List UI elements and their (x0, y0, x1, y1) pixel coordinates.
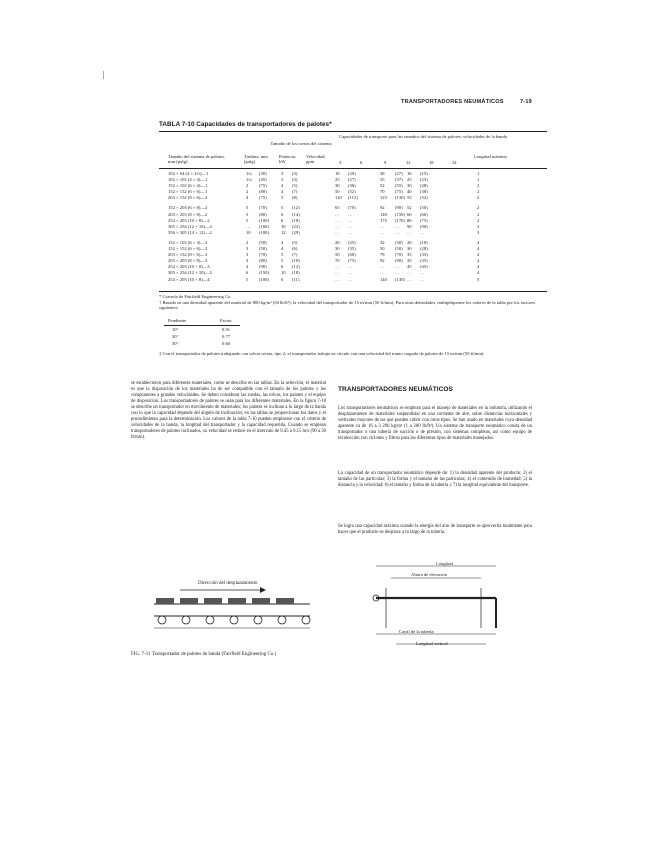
right-paragraph-3: Se logra una capacidad máxima cuando la energía del aire de transporte se aprovecha totalmente para hacer que el producto se desplace a lo largo de la tubería. (338, 524, 532, 535)
table-cell: (80) (259, 258, 267, 264)
table-cell: 30 (335, 183, 340, 189)
table-cell: … (335, 270, 340, 276)
table-cell: … (407, 229, 412, 235)
table-cell: … (348, 211, 353, 217)
table-cell: (14) (292, 211, 300, 217)
col-header-v12: 12 (406, 160, 411, 165)
table-cell: 4 (477, 270, 480, 276)
col-header-turbine: Turbina, mm (pulg) (244, 154, 268, 165)
table-column (380, 171, 387, 283)
table-cell: … (380, 270, 385, 276)
table-column (477, 171, 479, 283)
table-cell: 35 (407, 252, 412, 258)
col-header-size: Tamaño del sistema de palotes, mm (pulg) (168, 154, 226, 165)
table-cell: (70) (395, 252, 403, 258)
figure-label-vertical-length: Longitud vertical (416, 641, 448, 646)
table-cell: (90) (420, 223, 428, 229)
table-cell: (30) (395, 239, 403, 245)
table-cell: (90) (395, 258, 403, 264)
table-cell: … (348, 223, 353, 229)
table-cell: (3) (292, 171, 298, 176)
table-cell: … (420, 229, 425, 235)
table-column (335, 171, 342, 283)
table-cell: (12) (292, 205, 300, 211)
factor-row-factor: 0.60 (222, 341, 231, 346)
table-cell: 10 (281, 270, 286, 276)
table-cell: (12) (292, 264, 300, 270)
table-cell: 40 (407, 189, 412, 195)
table-column (420, 171, 428, 283)
table-cell: (130) (395, 195, 405, 201)
table-cell: … (395, 270, 400, 276)
table-cell: 152 × 152 (6 × 6)—3 (168, 246, 208, 252)
table-cell: (35) (348, 246, 356, 252)
table-cell: (18) (292, 217, 300, 223)
table-cell: 70 (380, 189, 385, 195)
table-cell: 140 (380, 211, 387, 217)
table-cell: 70 (335, 258, 340, 264)
table-footnote-source: * Cortesía de Fairfield Engineering Co. (159, 294, 232, 299)
table-cell: 2 (246, 239, 249, 245)
table-cell: … (420, 276, 425, 282)
table-cell: 356 × 305 (14 × 12)—2 (168, 229, 212, 235)
table-cell: 2 (246, 183, 249, 189)
table-cell: (100) (259, 217, 269, 223)
table-cell: 152 × 152 (6 × 6)—1 (168, 189, 208, 195)
table-cell: … (348, 217, 353, 223)
table-cell: 35 (380, 177, 385, 183)
table-cell: 52 (407, 205, 412, 211)
table-column (259, 171, 269, 283)
table-cell: 152 × 102 (6 × 4)—3 (168, 239, 208, 245)
table-cell: 1 (477, 171, 480, 176)
table-cell: 10 (281, 223, 286, 229)
left-paragraph: se establecieron para diferentes materiales, como se describe en las tablas. En la selección, el material es que la disposición de los materiales ha de ser compatible con el tamaño de los palotes y los componentes a grandes velocidades. Se deben considerar las ruedas, las tolvas, los palotes y el equipo de disposición. Los transportadores de palotes se usan para los diferentes materiales. En la figura 7-18 se describe un transportador en movimiento de materiales; los palotes se inclinan a lo largo de la banda con lo que la capacidad depende del ángulo de inclinación; en las tablas se proporcionan los datos y el procedimiento para la determinación. Los valores de la tabla 7-10 pueden emplearse con el criterio de velocidades de la banda, la longitud del transportador y la capacidad requerida. Cuando se emplean transportadores de palotes inclinados, su velocidad se reduce en el intervalo de 0.45 a 0.15 m/s (90 a 30 ft/min). (131, 381, 326, 440)
table-cell: 3 (246, 258, 249, 264)
table-cell: (150) (395, 211, 405, 217)
table-cell: … (335, 217, 340, 223)
table-cell: 5 (477, 276, 480, 282)
table-cell: 45 (407, 264, 412, 270)
table-cell: (27) (348, 177, 356, 183)
table-cell: (180) (259, 229, 269, 235)
table-cell: … (335, 211, 340, 217)
factor-row-factor: 0.77 (222, 334, 231, 339)
table-cell: 92 (380, 205, 385, 211)
table-cell: 2 (477, 189, 480, 195)
table-cell: … (420, 270, 425, 276)
table-cell: 5 (281, 195, 284, 201)
col-header-v18: 18 (429, 160, 434, 165)
table-cell: 4 (477, 239, 480, 245)
table-cell: (28) (420, 183, 428, 189)
table-cell: 30 (407, 183, 412, 189)
table-cell: 20 (407, 239, 412, 245)
table-cell: … (395, 223, 400, 229)
table-cell: 4 (477, 258, 480, 264)
figure-caption: FIG. 7-11 Transportador de palotes de banda (Fairfield Engineering Co.) (131, 652, 277, 657)
table-cell: … (380, 229, 385, 235)
table-cell: … (407, 276, 412, 282)
table-cell: 16 (407, 171, 412, 176)
table-cell: 1¼ (246, 171, 252, 176)
table-cell: (70) (348, 205, 356, 211)
table-cell: (23) (420, 177, 428, 183)
conveyor-pans (156, 598, 294, 604)
table-cell: (6) (292, 246, 298, 252)
table-cell: (7) (292, 252, 298, 258)
table-cell: 6 (281, 217, 284, 223)
table-cell: 30 (335, 246, 340, 252)
table-cell: 92 (380, 258, 385, 264)
table-cell: (75) (259, 183, 267, 189)
table-cell: 4 (246, 195, 249, 201)
figure-label-length: Longitud (436, 561, 453, 566)
table-cell: … (395, 264, 400, 270)
table-cell: 5 (246, 205, 249, 211)
table-cell: 32 (380, 239, 385, 245)
table-cell: 254 × 203 (10 × 8)—2 (168, 217, 210, 223)
table-cell: (100) (259, 276, 269, 282)
table-cell: (80) (259, 211, 267, 217)
table-cell: 2 (477, 195, 480, 201)
table-cell: 12 (281, 229, 286, 235)
table-column (281, 171, 286, 283)
palotes-conveyor-diagram (150, 584, 318, 634)
table-cell: … (380, 223, 385, 229)
table-cell: (60) (420, 211, 428, 217)
col-header-v9: 9 (384, 160, 387, 165)
table-cell: (15) (420, 171, 428, 176)
table-cell: 18 (335, 171, 340, 176)
table-cell: (170) (395, 217, 405, 223)
table-cell: (18) (292, 270, 300, 276)
table-span-header-left: Tamaño de los tornos del sistema (270, 141, 332, 146)
table-cell: (160) (259, 223, 269, 229)
table-cell: 152 × 102 (6 × 4)—1 (168, 183, 208, 189)
table-cell: … (335, 276, 340, 282)
table-cell: (90) (259, 264, 267, 270)
factor-header-slope: Pendiente (168, 318, 187, 323)
table-cell: 5 (281, 258, 284, 264)
table-cell: 4 (246, 264, 249, 270)
table-cell: (130) (395, 276, 405, 282)
table-cell: 305 × 254 (12 × 10)—2 (168, 223, 212, 229)
table-cell: 65 (335, 205, 340, 211)
table-cell: 10 (246, 229, 251, 235)
table-cell: 2 (477, 217, 480, 223)
table-cell: 6 (281, 276, 284, 282)
table-cell: 5 (246, 217, 249, 223)
table-cell: (10) (292, 258, 300, 264)
table-cell: (75) (259, 195, 267, 201)
table-cell: 55 (407, 195, 412, 201)
table-column (292, 171, 300, 283)
table-cell: … (348, 270, 353, 276)
table-cell: (5) (292, 239, 298, 245)
table-cell: 6 (281, 264, 284, 270)
table-cell: (22) (292, 223, 300, 229)
table-cell: (45) (259, 177, 267, 183)
table-cell: 140 (380, 276, 387, 282)
table-cell: 5 (246, 276, 249, 282)
table-cell: (70) (259, 205, 267, 211)
table-cell: (52) (348, 189, 356, 195)
table-footnote-speed: ‡ Con el transportador de palotes trabajando con tolvas rectas, tipo 2; el transportador trabaja en círculo con una velocidad del tramo cargado de palotes de 15 m/min (50 ft/min). (159, 351, 485, 356)
col-header-speed: Velocidad, ppm (306, 154, 326, 165)
table-cell: … (246, 223, 251, 229)
table-cell: … (348, 264, 353, 270)
table-cell: (20) (348, 171, 356, 176)
section-title: TRANSPORTADORES NEUMÁTICOS (338, 386, 453, 393)
table-column (407, 171, 412, 283)
table-cell: 110 (335, 195, 342, 201)
table-cell: 1¼ (246, 177, 252, 183)
col-header-v24: 24 (452, 160, 457, 165)
table-cell: 203 × 152 (8 × 6)—2 (168, 195, 208, 201)
table-cell: 4 (281, 189, 284, 195)
table-cell: (29) (292, 229, 300, 235)
table-cell: (50) (395, 246, 403, 252)
table-cell: 254 × 203 (10 × 8)—3 (168, 264, 210, 270)
table-cell: (7) (292, 189, 298, 195)
table-cell: 50 (335, 189, 340, 195)
table-cell: 4 (477, 246, 480, 252)
table-cell: 20 (335, 239, 340, 245)
table-cell: … (407, 270, 412, 276)
figure-direction-label: Dirección del desplazamiento (198, 581, 258, 586)
table-cell: 3 (246, 246, 249, 252)
table-cell: 3 (477, 229, 480, 235)
figure-label-pipe-run: Carril de la tubería (399, 629, 434, 634)
table-cell: 102 × 64 (4 × 2½)—1 (168, 171, 209, 176)
margin-mark: | (103, 70, 105, 79)
table-cell: (60) (348, 252, 356, 258)
right-paragraph-1: Los transportadores neumáticos se emplean para el manejo de materiales en la industria, utilizando el desplazamiento de materiales suspendidos en una corriente de aire, sobre distancias horizontales y verticales mayores de las que pueden cubrir con otros tipos. Se han usado en materiales cuya densidad aparente va de 16 a 3 200 kg/m³ (1 a 200 lb/ft³). Un sistema de transporte neumático consta de un transportador o una tubería de succión o de presión, con sistemas completos, así como equipo de recolección con ciclones y filtros para los diferentes tipos de materiales manejados. (338, 406, 532, 441)
table-cell: 3 (281, 177, 284, 183)
table-cell: 102 × 102 (4 × 4)—1 (168, 177, 208, 183)
table-cell: (52) (420, 195, 428, 201)
table-footnote-density: † Basada en una densidad aparente del material de 800 kg/m³ (50 lb/ft³); la velocidad del transportador de 15 m/min (50 ft/min). Para otras densidades, multiplíquense los valores de la tabla por los factores siguientes: (159, 300, 536, 311)
table-cell: (50) (259, 246, 267, 252)
factor-row-slope: 20° (172, 334, 179, 339)
table-cell: … (335, 264, 340, 270)
factor-row-factor: 0.91 (222, 327, 231, 332)
table-cell: 203 × 203 (8 × 8)—3 (168, 258, 208, 264)
table-cell: … (348, 229, 353, 235)
table-cell: (80) (259, 189, 267, 195)
table-cell: (25) (348, 239, 356, 245)
table-cell: 5 (246, 211, 249, 217)
table-cell: (50) (259, 239, 267, 245)
table-cell: 78 (380, 252, 385, 258)
table-column (246, 171, 252, 283)
col-header-power: Potencia, kW (279, 154, 296, 165)
table-cell: (30) (259, 171, 267, 176)
table-cell: (36) (348, 183, 356, 189)
table-cell: … (335, 223, 340, 229)
table-cell: 50 (380, 246, 385, 252)
table-cell: (90) (395, 205, 403, 211)
table-cell: (38) (420, 189, 428, 195)
table-cell: (33) (420, 252, 428, 258)
table-cell: (28) (420, 246, 428, 252)
table-span-header-right: Capacidades de transporte para los tamaños del sistema de palotes; velocidades de la banda (339, 134, 507, 139)
table-cell: (70) (259, 252, 267, 258)
table-cell: (75) (395, 189, 403, 195)
col-header-v3: 3 (339, 160, 342, 165)
table-column (395, 171, 405, 283)
table-cell: 60 (407, 211, 412, 217)
table-cell: (55) (395, 183, 403, 189)
right-paragraph-2: La capacidad de un transportador neumático depende de: 1) la densidad aparente del producto; 2) el tamaño de las partículas; 3) la forma y el tamaño de las partículas; 4) el contenido de humedad; 5) la distancia y la velocidad; 6) el tamaño y forma de la tubería y 7) la longitud equivalente del transporte. (338, 471, 532, 488)
table-cell: 123 (380, 195, 387, 201)
table-cell: 1 (477, 177, 480, 183)
table-cell: … (348, 276, 353, 282)
table-title: TABLA 7-10 Capacidades de transportadores de palotes* (159, 121, 332, 128)
table-cell: 2 (477, 183, 480, 189)
table-cell: 4 (477, 264, 480, 270)
table-cell: 6 (246, 270, 249, 276)
conveyor-rollers (158, 616, 310, 624)
table-cell: (18) (420, 239, 428, 245)
table-cell: (37) (395, 177, 403, 183)
factor-row-slope: 10° (172, 327, 179, 332)
figure-label-height: Altura de elevación (411, 572, 447, 577)
table-cell: 4 (281, 183, 284, 189)
table-cell: 35 (407, 258, 412, 264)
table-cell: 3 (477, 223, 480, 229)
table-cell: 175 (380, 217, 387, 223)
col-header-v6: 6 (360, 160, 363, 165)
table-cell: 152 × 203 (6 × 8)—2 (168, 205, 208, 211)
table-cell: 4 (281, 239, 284, 245)
page-number: 7-19 (520, 99, 532, 105)
table-cell: (50) (420, 205, 428, 211)
table-cell: 3 (246, 252, 249, 258)
table-cell: (8) (292, 195, 298, 201)
table-cell: 6 (281, 211, 284, 217)
table-cell: 254 × 203 (10 × 8)—4 (168, 276, 210, 282)
table-cell: 305 × 254 (12 × 10)—3 (168, 270, 212, 276)
table-cell: (115) (348, 195, 358, 201)
table-cell: 90 (407, 223, 412, 229)
table-cell: (11) (292, 276, 300, 282)
table-cell: 50 (335, 252, 340, 258)
table-cell: 25 (335, 177, 340, 183)
table-cell: (35) (420, 258, 428, 264)
direction-arrow-head (260, 587, 266, 593)
running-title: TRANSPORTADORES NEUMÁTICOS (401, 99, 504, 105)
table-cell: 80 (407, 217, 412, 223)
table-cell: … (395, 229, 400, 235)
factor-header-factor: Factor (220, 318, 232, 323)
table-cell: 28 (380, 171, 385, 176)
table-cell: 3 (281, 171, 284, 176)
table-cell: 2 (477, 205, 480, 211)
table-cell: 30 (407, 246, 412, 252)
factor-row-slope: 30° (172, 341, 179, 346)
table-cell: … (335, 229, 340, 235)
table-cell: … (380, 264, 385, 270)
table-cell: (45) (420, 264, 428, 270)
col-header-max-length: Longitud máxima (474, 154, 507, 159)
table-cell: 4 (281, 246, 284, 252)
table-cell: 2 (477, 211, 480, 217)
table-column (348, 171, 358, 283)
table-cell: 203 × 203 (8 × 8)—2 (168, 211, 208, 217)
table-cell: (27) (395, 171, 403, 176)
table-cell: (3) (292, 177, 298, 183)
table-cell: (150) (259, 270, 269, 276)
table-column (168, 171, 212, 283)
table-cell: 25 (407, 177, 412, 183)
table-cell: 5 (281, 205, 284, 211)
table-cell: 4 (477, 252, 480, 258)
table-cell: 2 (246, 189, 249, 195)
table-cell: 52 (380, 183, 385, 189)
table-cell: (5) (292, 183, 298, 189)
table-cell: (75) (348, 258, 356, 264)
table-cell: 5 (281, 252, 284, 258)
table-cell: 203 × 152 (8 × 6)—3 (168, 252, 208, 258)
table-cell: (75) (420, 217, 428, 223)
